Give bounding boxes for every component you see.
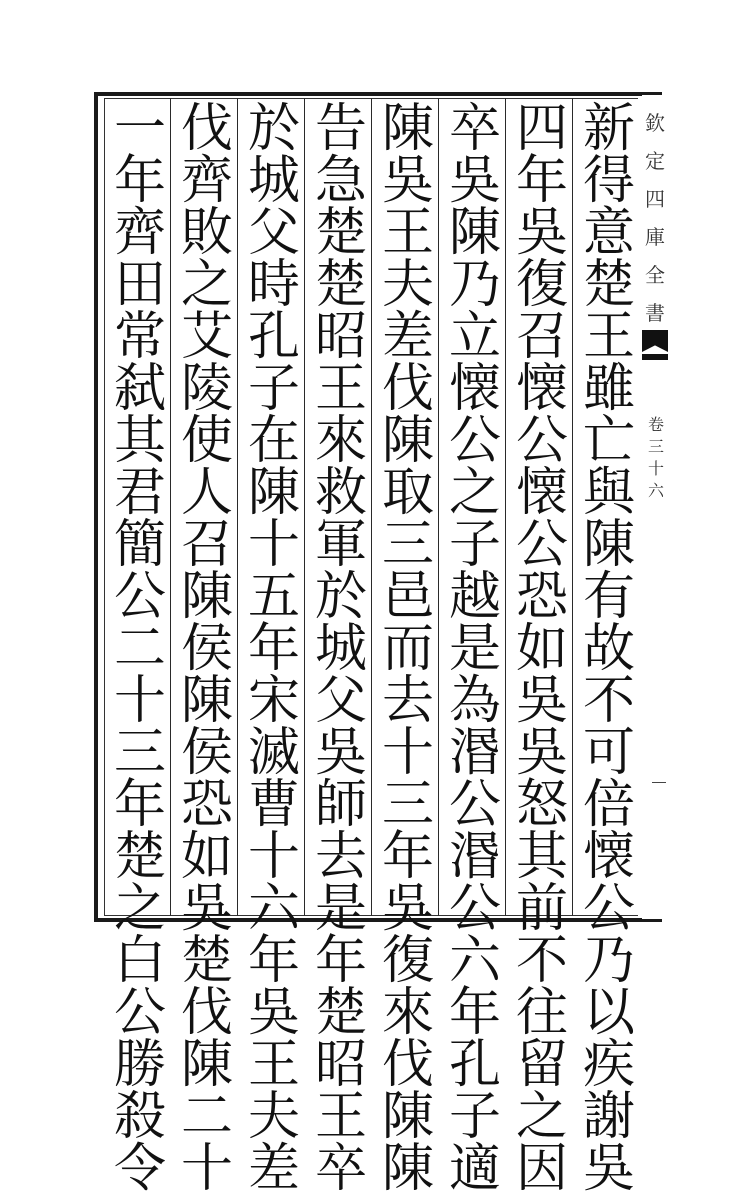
text-char: 昭 (314, 307, 367, 367)
text-char: 白 (113, 931, 166, 991)
text-char: 吳 (582, 1139, 635, 1199)
text-char: 吳 (515, 203, 568, 263)
text-char: 二 (113, 619, 166, 679)
text-char: 在 (247, 411, 300, 471)
text-char: 子 (247, 359, 300, 419)
text-char: 湣 (448, 827, 501, 887)
text-char: 陳 (381, 1087, 434, 1147)
book-title (644, 104, 666, 332)
text-char: 王 (247, 1035, 300, 1095)
block-margin-bottom-rule (642, 919, 662, 922)
text-char: 吳 (515, 723, 568, 783)
text-column-7 (174, 99, 240, 1199)
text-char: 卒 (448, 99, 501, 159)
text-char: 陳 (247, 463, 300, 523)
text-char: 勝 (113, 1035, 166, 1095)
text-char: 亡 (582, 411, 635, 471)
text-column-6 (241, 99, 307, 1199)
text-char: 年 (515, 151, 568, 211)
text-char: 恐 (515, 567, 568, 627)
text-char: 伐 (381, 359, 434, 419)
text-char: 差 (247, 1139, 300, 1199)
text-char: 不 (515, 931, 568, 991)
text-char: 昭 (314, 1035, 367, 1095)
text-char: 懐 (582, 827, 635, 887)
text-char: 三 (381, 515, 434, 575)
text-char: 楚 (582, 255, 635, 315)
text-char: 四 (515, 99, 568, 159)
text-char: 陳 (381, 99, 434, 159)
text-char: 五 (247, 567, 300, 627)
text-char: 齊 (180, 151, 233, 211)
text-char: 敗 (180, 203, 233, 263)
text-column-4 (375, 99, 441, 1199)
text-char: 王 (314, 1087, 367, 1147)
text-column-1 (576, 99, 642, 1199)
text-char: 年 (113, 775, 166, 835)
book-title-char: 庫 (645, 225, 665, 249)
text-char: 怒 (515, 775, 568, 835)
text-char: 留 (515, 1035, 568, 1095)
text-char: 陳 (582, 515, 635, 575)
text-char: 伐 (381, 1035, 434, 1095)
text-char: 乃 (448, 255, 501, 315)
text-char: 吳 (314, 723, 367, 783)
text-char: 一 (113, 99, 166, 159)
text-char: 是 (314, 879, 367, 939)
text-char: 於 (314, 567, 367, 627)
text-char: 其 (113, 411, 166, 471)
text-char: 公 (448, 879, 501, 939)
text-char: 軍 (314, 515, 367, 575)
text-char: 吳 (448, 151, 501, 211)
text-char: 父 (247, 203, 300, 263)
text-char: 吳 (515, 671, 568, 731)
text-char: 楚 (180, 931, 233, 991)
text-char: 君 (113, 463, 166, 523)
text-char: 十 (180, 1139, 233, 1199)
text-char: 與 (582, 463, 635, 523)
text-char: 陳 (448, 203, 501, 263)
text-char: 吳 (381, 151, 434, 211)
text-char: 楚 (314, 255, 367, 315)
text-char: 公 (515, 411, 568, 471)
text-char: 湣 (448, 723, 501, 783)
text-char: 侯 (180, 723, 233, 783)
text-char: 去 (381, 671, 434, 731)
text-char: 懐 (448, 359, 501, 419)
text-char: 之 (180, 255, 233, 315)
text-char: 年 (247, 931, 300, 991)
text-char: 師 (314, 775, 367, 835)
text-char: 吳 (180, 879, 233, 939)
text-column-5 (308, 99, 374, 1199)
text-char: 十 (113, 671, 166, 731)
text-char: 公 (448, 775, 501, 835)
text-char: 人 (180, 463, 233, 523)
text-char: 之 (113, 879, 166, 939)
text-char: 陵 (180, 359, 233, 419)
text-char: 於 (247, 99, 300, 159)
text-char: 子 (448, 515, 501, 575)
text-char: 召 (515, 307, 568, 367)
text-char: 乃 (582, 931, 635, 991)
text-char: 楚 (314, 983, 367, 1043)
text-char: 年 (113, 151, 166, 211)
text-char: 故 (582, 619, 635, 679)
text-char: 吳 (381, 879, 434, 939)
text-char: 復 (381, 931, 434, 991)
text-char: 曹 (247, 775, 300, 835)
text-char: 召 (180, 515, 233, 575)
text-char: 疾 (582, 1035, 635, 1095)
text-char: 艾 (180, 307, 233, 367)
juan-char: 三 (647, 437, 664, 456)
text-char: 懐 (515, 463, 568, 523)
fish-tail-mark (642, 330, 668, 352)
text-char: 來 (314, 411, 367, 471)
text-char: 意 (582, 203, 635, 263)
text-char: 滅 (247, 723, 300, 783)
text-char: 恐 (180, 775, 233, 835)
text-char: 來 (381, 983, 434, 1043)
text-char: 差 (381, 307, 434, 367)
text-char: 以 (582, 983, 635, 1043)
text-char: 父 (314, 671, 367, 731)
text-char: 陳 (180, 671, 233, 731)
book-title-char: 全 (645, 263, 665, 287)
text-char: 伐 (180, 983, 233, 1043)
text-char: 其 (515, 827, 568, 887)
text-char: 謝 (582, 1087, 635, 1147)
text-char: 伐 (180, 99, 233, 159)
text-char: 三 (381, 775, 434, 835)
text-char: 告 (314, 99, 367, 159)
text-column-3 (442, 99, 508, 1199)
text-char: 公 (582, 879, 635, 939)
text-char: 年 (381, 827, 434, 887)
text-char: 新 (582, 99, 635, 159)
text-char: 子 (448, 1087, 501, 1147)
block-margin-top-rule (642, 92, 662, 95)
text-char: 六 (448, 931, 501, 991)
text-char: 十 (381, 723, 434, 783)
book-title-char: 定 (645, 149, 665, 173)
text-char: 田 (113, 255, 166, 315)
text-char: 公 (113, 983, 166, 1043)
text-char: 懐 (515, 359, 568, 419)
text-char: 宋 (247, 671, 300, 731)
juan-char: 六 (647, 481, 664, 500)
text-char: 使 (180, 411, 233, 471)
text-char: 越 (448, 567, 501, 627)
text-char: 邑 (381, 567, 434, 627)
text-char: 之 (448, 463, 501, 523)
text-char: 可 (582, 723, 635, 783)
text-char: 之 (515, 1087, 568, 1147)
text-char: 常 (113, 307, 166, 367)
text-column-2 (509, 99, 575, 1199)
juan-number (646, 414, 666, 502)
text-char: 不 (582, 671, 635, 731)
text-char: 城 (314, 619, 367, 679)
juan-char: 十 (647, 459, 664, 478)
text-char: 王 (582, 307, 635, 367)
text-char: 立 (448, 307, 501, 367)
block-margin-tick (652, 782, 666, 783)
text-char: 王 (314, 359, 367, 419)
text-char: 時 (247, 255, 300, 315)
text-char: 救 (314, 463, 367, 523)
text-char: 去 (314, 827, 367, 887)
text-char: 十 (247, 515, 300, 575)
text-char: 夫 (247, 1087, 300, 1147)
text-char: 急 (314, 151, 367, 211)
text-char: 公 (448, 411, 501, 471)
text-char: 前 (515, 879, 568, 939)
text-char: 公 (515, 515, 568, 575)
text-char: 陳 (381, 1139, 434, 1199)
text-char: 適 (448, 1139, 501, 1199)
text-char: 得 (582, 151, 635, 211)
text-char: 年 (448, 983, 501, 1043)
text-char: 楚 (113, 827, 166, 887)
text-char: 復 (515, 255, 568, 315)
text-char: 陳 (180, 1035, 233, 1095)
text-char: 三 (113, 723, 166, 783)
block-margin (642, 92, 670, 922)
text-char: 為 (448, 671, 501, 731)
text-char: 孔 (247, 307, 300, 367)
text-char: 孔 (448, 1035, 501, 1095)
text-char: 是 (448, 619, 501, 679)
text-column-8 (107, 99, 173, 1199)
text-char: 簡 (113, 515, 166, 575)
text-char: 弑 (113, 359, 166, 419)
text-char: 城 (247, 151, 300, 211)
text-char: 取 (381, 463, 434, 523)
text-char: 年 (247, 619, 300, 679)
text-char: 齊 (113, 203, 166, 263)
text-char: 年 (314, 931, 367, 991)
text-char: 十 (247, 827, 300, 887)
text-char: 如 (180, 827, 233, 887)
text-char: 倍 (582, 775, 635, 835)
book-title-char: 書 (645, 301, 665, 325)
juan-char: 卷 (647, 415, 664, 434)
text-char: 侯 (180, 619, 233, 679)
text-char: 吳 (247, 983, 300, 1043)
text-char: 往 (515, 983, 568, 1043)
text-char: 有 (582, 567, 635, 627)
text-char: 而 (381, 619, 434, 679)
text-char: 陳 (381, 411, 434, 471)
text-char: 如 (515, 619, 568, 679)
text-char: 六 (247, 879, 300, 939)
text-char: 殺 (113, 1087, 166, 1147)
text-char: 卒 (314, 1139, 367, 1199)
text-char: 陳 (180, 567, 233, 627)
book-title-char: 欽 (645, 111, 665, 135)
book-title-char: 四 (645, 187, 665, 211)
fish-tail-bar (642, 354, 668, 360)
text-char: 雖 (582, 359, 635, 419)
text-char: 公 (113, 567, 166, 627)
text-char: 王 (381, 203, 434, 263)
text-char: 令 (113, 1139, 166, 1199)
text-char: 二 (180, 1087, 233, 1147)
text-char: 夫 (381, 255, 434, 315)
text-char: 因 (515, 1139, 568, 1199)
text-char: 楚 (314, 203, 367, 263)
